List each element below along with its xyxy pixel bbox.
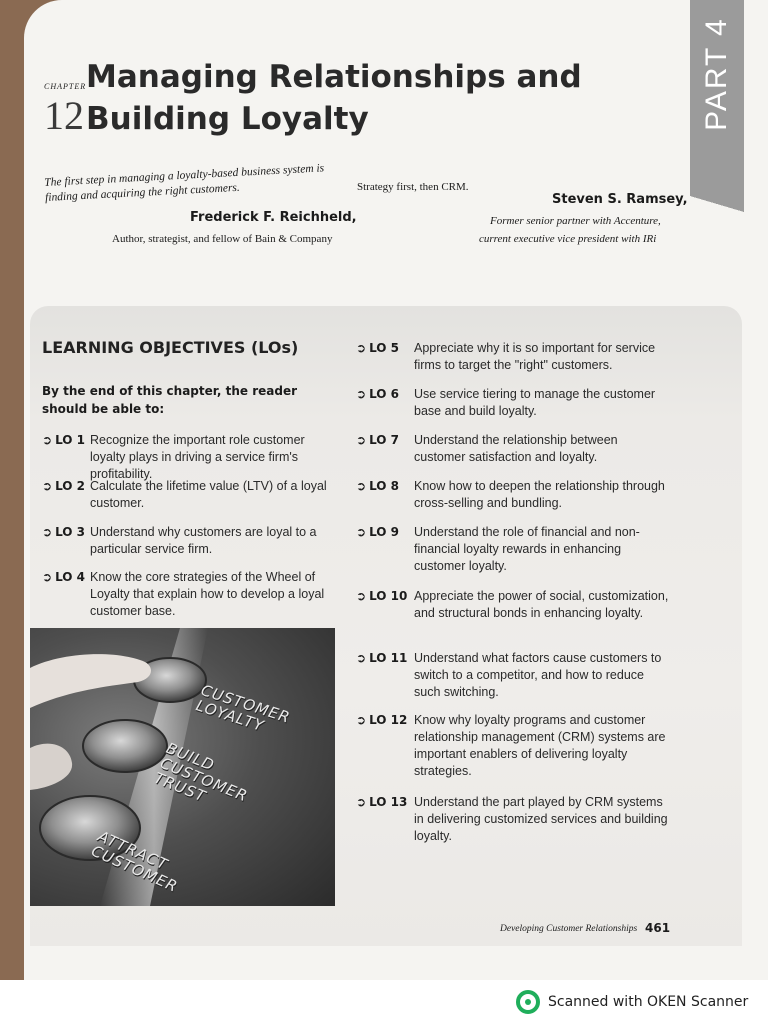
learning-objective-item <box>42 478 338 512</box>
loyalty-buttons-photo <box>30 628 335 906</box>
learning-objective-text: Appreciate why it is so important for service firms to target the "right" customers. <box>414 341 656 372</box>
button-label-customer-loyalty: CUSTOMER LOYALTY <box>193 681 293 736</box>
learning-objective-number: LO 9 <box>369 525 400 539</box>
learning-objective-tag <box>356 794 414 845</box>
learning-objective-item <box>356 650 672 701</box>
learning-objective-item <box>356 432 672 466</box>
learning-objective-item <box>356 588 672 622</box>
epigraph-left-quote: The first step in managing a loyalty-based business system is finding and acquiring the right customers. <box>44 162 325 204</box>
epigraph-left-role: Author, strategist, and fellow of Bain & Company <box>112 233 333 245</box>
learning-objective-text: Know how to deepen the relationship through cross-selling and bundling. <box>414 479 665 510</box>
learning-objective-text: Know the core strategies of the Wheel of Loyalty that explain how to develop a loyal customer base. <box>90 570 325 618</box>
learning-objective-text: Understand what factors cause customers to switch to a competitor, and how to reduce such switching. <box>414 651 662 699</box>
learning-objective-text: Appreciate the power of social, customization, and structural bonds in enhancing loyalty. <box>414 589 669 620</box>
learning-objective-number: LO 1 <box>55 433 86 447</box>
button-label-build-trust: BUILD CUSTOMER TRUST <box>151 739 251 806</box>
learning-objective-tag <box>356 524 414 575</box>
learning-objective-tag <box>42 432 90 483</box>
epigraph-left-author: Frederick F. Reichheld, <box>190 210 357 225</box>
scanner-logo-icon <box>516 990 540 1014</box>
learning-objective-text: Understand why customers are loyal to a particular service firm. <box>90 525 317 556</box>
learning-objective-tag <box>356 432 414 466</box>
learning-objective-text: Understand the role of financial and non-financial loyalty rewards in enhancing customer loyalty. <box>414 525 640 573</box>
epigraph-right-role-line1: Former senior partner with Accenture, <box>490 215 661 227</box>
learning-objective-number: LO 3 <box>55 525 86 539</box>
arrow-icon: ➲ <box>356 525 367 539</box>
arrow-icon: ➲ <box>356 479 367 493</box>
arrow-icon: ➲ <box>356 713 367 727</box>
learning-objective-number: LO 13 <box>369 795 408 809</box>
chapter-number: 12 <box>44 93 84 138</box>
learning-objective-text: Calculate the lifetime value (LTV) of a loyal customer. <box>90 479 327 510</box>
learning-objective-number: LO 5 <box>369 341 400 355</box>
epigraph-right-role-line2: current executive vice president with IRi <box>479 233 657 245</box>
chapter-word: CHAPTER <box>44 82 87 91</box>
epigraph-right-author: Steven S. Ramsey, <box>552 192 688 207</box>
learning-objective-item <box>356 340 672 374</box>
button-middle-shape <box>83 720 167 772</box>
learning-objective-number: LO 11 <box>369 651 408 665</box>
learning-objective-tag <box>42 478 90 512</box>
learning-objective-item <box>356 794 672 845</box>
learning-objective-item <box>42 432 338 483</box>
learning-objective-number: LO 8 <box>369 479 400 493</box>
hand-finger-shape <box>30 654 151 708</box>
hand-thumb-shape <box>30 744 72 790</box>
learning-objective-number: LO 2 <box>55 479 86 493</box>
learning-objective-item <box>42 524 338 558</box>
arrow-icon: ➲ <box>356 341 367 355</box>
learning-objective-number: LO 7 <box>369 433 400 447</box>
scanner-watermark <box>516 990 748 1014</box>
learning-objective-tag <box>356 340 414 374</box>
learning-objective-tag <box>42 524 90 558</box>
learning-objective-item <box>42 569 338 620</box>
button-label-attract-customer: ATTRACT CUSTOMER <box>88 827 181 896</box>
chapter-title: Managing Relationships and Building Loyalty <box>86 59 582 137</box>
arrow-icon: ➲ <box>42 525 53 539</box>
arrow-icon: ➲ <box>42 479 53 493</box>
arrow-icon: ➲ <box>42 570 53 584</box>
learning-objective-tag <box>356 712 414 780</box>
learning-objective-item <box>356 386 672 420</box>
learning-objectives-heading: LEARNING OBJECTIVES (LOs) <box>42 338 299 357</box>
learning-objective-tag <box>356 478 414 512</box>
learning-objective-item <box>356 712 672 780</box>
page-number: 461 <box>645 921 671 935</box>
learning-objective-text: Understand the part played by CRM systems in delivering customized services and building loyalty. <box>414 795 668 843</box>
part-label: PART 4 <box>700 17 733 131</box>
learning-objective-tag <box>356 386 414 420</box>
learning-objective-tag <box>42 569 90 620</box>
learning-objective-tag <box>356 650 414 701</box>
learning-objective-number: LO 10 <box>369 589 408 603</box>
learning-objectives-intro: By the end of this chapter, the reader should be able to: <box>42 384 298 416</box>
arrow-icon: ➲ <box>356 387 367 401</box>
learning-objective-text: Use service tiering to manage the customer base and build loyalty. <box>414 387 656 418</box>
learning-objective-text: Understand the relationship between customer satisfaction and loyalty. <box>414 433 618 464</box>
scanner-label: Scanned with OKEN Scanner <box>548 994 749 1010</box>
learning-objective-number: LO 6 <box>369 387 400 401</box>
learning-objective-number: LO 4 <box>55 570 86 584</box>
epigraph-right-quote: Strategy first, then CRM. <box>357 181 469 193</box>
arrow-icon: ➲ <box>356 589 367 603</box>
learning-objective-text: Know why loyalty programs and customer relationship management (CRM) systems are important enablers of delivering loyalty strategies. <box>414 713 666 778</box>
arrow-icon: ➲ <box>356 651 367 665</box>
arrow-icon: ➲ <box>42 433 53 447</box>
learning-objective-number: LO 12 <box>369 713 408 727</box>
arrow-icon: ➲ <box>356 433 367 447</box>
learning-objective-item <box>356 478 672 512</box>
arrow-icon: ➲ <box>356 795 367 809</box>
running-footer-title: Developing Customer Relationships <box>500 924 638 934</box>
learning-objective-tag <box>356 588 414 622</box>
learning-objective-item <box>356 524 672 575</box>
learning-objective-text: Recognize the important role customer loyalty plays in driving a service firm's profitability. <box>90 433 305 481</box>
